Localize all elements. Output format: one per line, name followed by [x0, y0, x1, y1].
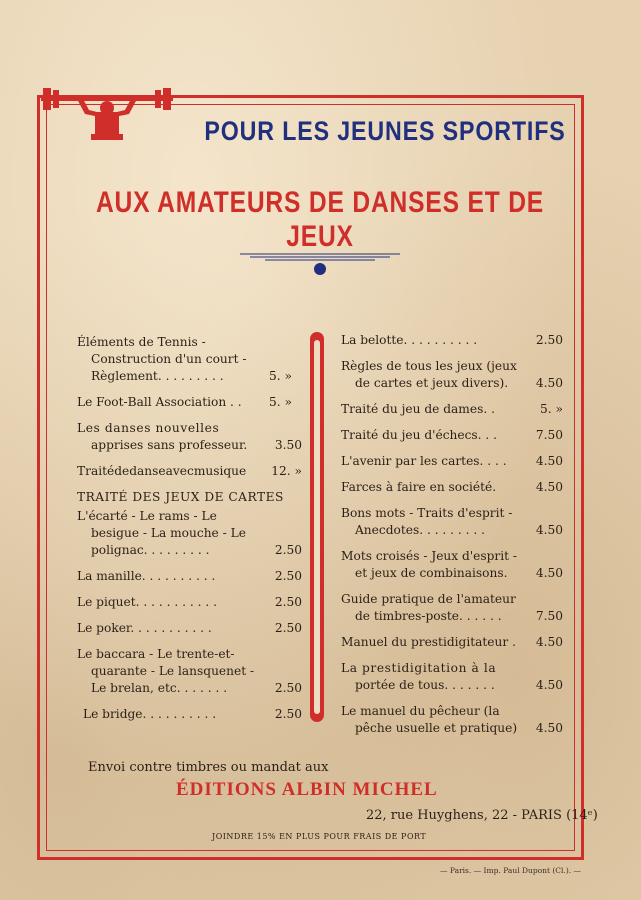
- item-line: portée de tous. . . . . . .: [355, 678, 495, 692]
- item-line: besigue - La mouche - Le: [91, 526, 246, 540]
- list-item: [341, 427, 563, 444]
- item-price: 2.50: [274, 707, 302, 721]
- item-line: La belotte. . . . . . . . . .: [341, 333, 478, 347]
- item-line: Règles de tous les jeux (jeux: [341, 359, 517, 373]
- item-price: 4.50: [535, 376, 563, 390]
- weightlifter-icon: [37, 82, 177, 148]
- list-item: [341, 703, 563, 737]
- item-line: et jeux de combinaisons.: [355, 566, 508, 580]
- item-price: 2.50: [274, 595, 302, 609]
- item-line: apprises sans professeur.: [91, 438, 248, 452]
- item-line: Le brelan, etc. . . . . . .: [91, 681, 228, 695]
- item-price: 4.50: [535, 635, 563, 649]
- list-item: [341, 358, 563, 392]
- item-line: Bons mots - Traits d'esprit -: [341, 506, 513, 520]
- list-item: [77, 568, 302, 585]
- item-line: Anecdotes. . . . . . . . .: [355, 523, 486, 537]
- item-price: 2.50: [274, 569, 302, 583]
- item-price: 2.50: [274, 543, 302, 557]
- item-line: polignac. . . . . . . . .: [91, 543, 210, 557]
- item-line: Le baccara - Le trente-et-: [77, 647, 235, 661]
- list-item: [341, 591, 563, 625]
- item-price: 4.50: [535, 566, 563, 580]
- item-line: Le manuel du pêcheur (la: [341, 704, 500, 718]
- order-instructions: Envoi contre timbres ou mandat aux: [88, 760, 329, 775]
- item-line: de timbres-poste. . . . . .: [355, 609, 502, 623]
- printer-imprint: — Paris. — Imp. Paul Dupont (Cl.). —: [440, 866, 582, 875]
- item-price: 4.50: [535, 480, 563, 494]
- ornament-divider-icon: [240, 248, 400, 278]
- item-price: 5. »: [269, 369, 292, 383]
- item-line: Le poker. . . . . . . . . . .: [77, 621, 212, 635]
- item-price: 7.50: [535, 428, 563, 442]
- item-line: Construction d'un court -: [91, 352, 247, 366]
- item-line: Guide pratique de l'amateur: [341, 592, 516, 606]
- list-item: [77, 620, 302, 637]
- item-line: Règlement. . . . . . . . .: [91, 369, 224, 383]
- list-item: [341, 634, 563, 651]
- publisher-name: ÉDITIONS ALBIN MICHEL: [176, 779, 438, 800]
- list-item: [77, 646, 302, 697]
- item-line: Manuel du prestidigitateur .: [341, 635, 516, 649]
- list-item: [341, 548, 563, 582]
- list-item: [341, 453, 563, 470]
- item-price: 2.50: [274, 681, 302, 695]
- item-price: 12. »: [271, 464, 302, 478]
- list-item: [77, 334, 302, 385]
- item-line: de cartes et jeux divers).: [355, 376, 509, 390]
- item-line: Le bridge. . . . . . . . . .: [83, 707, 217, 721]
- section-heading: TRAITÉ DES JEUX DE CARTES: [77, 490, 284, 504]
- item-line: Traité du jeu d'échecs. . .: [341, 428, 498, 442]
- list-item: [341, 401, 563, 418]
- list-item: [77, 508, 302, 559]
- list-item: [77, 463, 302, 480]
- item-line: quarante - Le lansquenet -: [91, 664, 255, 678]
- list-item: [341, 479, 563, 496]
- title-red: AUX AMATEURS DE DANSES ET DE JEUX: [95, 186, 545, 253]
- item-price: 5. »: [540, 402, 563, 416]
- title-blue: POUR LES JEUNES SPORTIFS: [204, 116, 566, 146]
- item-price: 7.50: [535, 609, 563, 623]
- item-line: Traitédedanseavecmusique: [77, 464, 247, 478]
- divider-rod-icon: [307, 332, 327, 722]
- item-price: 5. »: [269, 395, 292, 409]
- list-item: [77, 394, 302, 411]
- left-column: [77, 334, 302, 732]
- item-price: 2.50: [274, 621, 302, 635]
- item-line: L'avenir par les cartes. . . .: [341, 454, 507, 468]
- item-line: Farces à faire en société.: [341, 480, 497, 494]
- item-price: 3.50: [274, 438, 302, 452]
- list-item: [341, 660, 563, 694]
- item-line: Le piquet. . . . . . . . . . .: [77, 595, 217, 609]
- list-item: [77, 594, 302, 611]
- item-line: pêche usuelle et pratique): [355, 721, 518, 735]
- item-line: La manille. . . . . . . . . .: [77, 569, 216, 583]
- item-line: Traité du jeu de dames. .: [341, 402, 495, 416]
- item-line: Éléments de Tennis -: [77, 335, 206, 349]
- publisher-address: 22, rue Huyghens, 22 - PARIS (14ᵉ): [366, 808, 598, 823]
- right-column: [341, 332, 563, 746]
- item-price: 4.50: [535, 454, 563, 468]
- item-line: Le Foot-Ball Association . .: [77, 395, 242, 409]
- item-line: La prestidigitation à la: [341, 661, 497, 675]
- item-price: 4.50: [535, 721, 563, 735]
- item-price: 4.50: [535, 678, 563, 692]
- shipping-note: JOINDRE 15% EN PLUS POUR FRAIS DE PORT: [212, 832, 427, 841]
- list-item: [341, 505, 563, 539]
- item-price: 2.50: [535, 333, 563, 347]
- list-item: [77, 706, 302, 723]
- list-item: [341, 332, 563, 349]
- item-line: Les danses nouvelles: [77, 421, 220, 435]
- item-line: L'écarté - Le rams - Le: [77, 509, 217, 523]
- item-price: 4.50: [535, 523, 563, 537]
- item-line: Mots croisés - Jeux d'esprit -: [341, 549, 518, 563]
- list-item: [77, 420, 302, 454]
